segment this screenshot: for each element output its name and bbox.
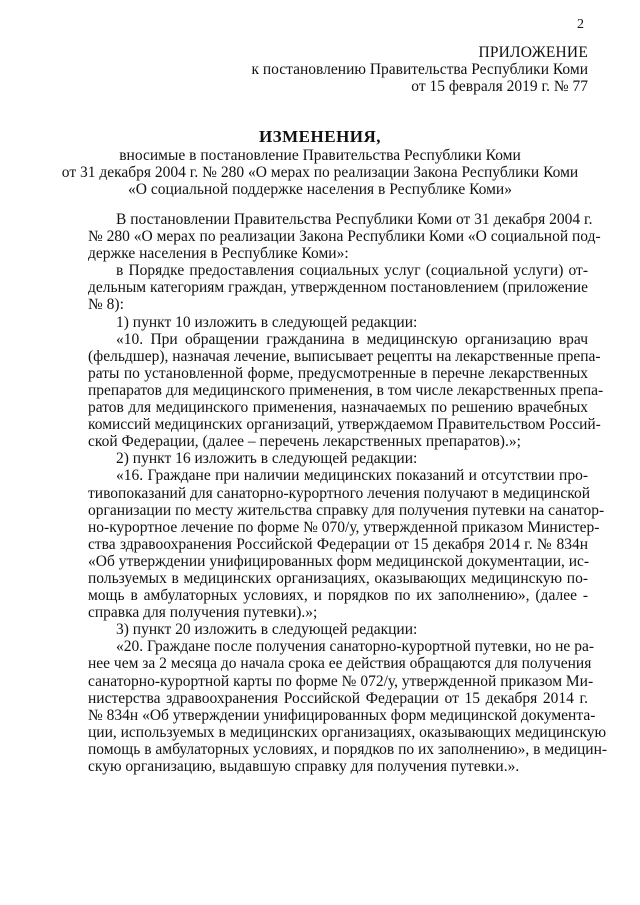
body-line: «10. При обращении гражданина в медицинскую организацию врач bbox=[116, 330, 588, 348]
body-line: ской Федерации, (далее – перечень лекарственных препаратов).»; bbox=[88, 433, 521, 451]
document-heading bbox=[60, 127, 580, 198]
body-line: ратов для медицинского применения, назначаемых по решению врачебных bbox=[88, 399, 588, 417]
body-line: № 280 «О мерах по реализации Закона Республики Коми «О социальной под- bbox=[88, 228, 601, 246]
body-line: № 834н «Об утверждении унифицированных форм медицинской документа- bbox=[88, 706, 596, 724]
document-title: ИЗМЕНЕНИЯ, bbox=[258, 127, 382, 146]
body-line: 3) пункт 20 изложить в следующей редакции: bbox=[116, 621, 418, 639]
body-line: «20. Граждане после получения санаторно-курортной путевки, но не ра- bbox=[116, 638, 594, 656]
body-line: 2) пункт 16 изложить в следующей редакции: bbox=[116, 450, 418, 468]
body-line: скую организацию, выдавшую справку для получения путевки.». bbox=[88, 758, 520, 775]
body-line: «Об утверждении унифицированных форм медицинской документации, ис- bbox=[88, 552, 590, 570]
body-line: в Порядке предоставления социальных услуг (социальной услуги) от- bbox=[116, 262, 588, 280]
body-line: помощь в амбулаторных условиях, и порядков по их заполнению», в медицин- bbox=[88, 740, 608, 758]
body-line: № 8): bbox=[88, 296, 124, 314]
body-line: организации по месту жительства справку для получения путевки на санатор- bbox=[88, 501, 605, 519]
body-line: раты по установленной форме, предусмотренные в перечне лекарственных bbox=[88, 364, 588, 382]
document-body bbox=[88, 211, 608, 775]
body-line: ства здравоохранения Российской Федерации от 15 декабря 2014 г. № 834н bbox=[88, 535, 588, 553]
heading-line: от 31 декабря 2004 г. № 280 «О мерах по реализации Закона Республики Коми bbox=[61, 164, 579, 181]
appendix-line: от 15 февраля 2019 г. № 77 bbox=[411, 78, 588, 95]
appendix-block bbox=[251, 44, 588, 95]
body-line: ции, используемых в медицинских организациях, оказывающих медицинскую bbox=[88, 723, 607, 741]
body-line: тивопоказаний для санаторно-курортного лечения получают в медицинской bbox=[88, 484, 591, 502]
body-line: но-курортное лечение по форме № 070/у, утвержденной приказом Министер- bbox=[88, 518, 600, 536]
body-line: нее чем за 2 месяца до начала срока ее действия обращаются для получения bbox=[88, 655, 592, 673]
body-line: 1) пункт 10 изложить в следующей редакции: bbox=[116, 313, 418, 331]
body-line: пользуемых в медицинских организациях, оказывающих медицинскую по- bbox=[88, 569, 588, 587]
body-line: нистерства здравоохранения Российской Федерации от 15 декабря 2014 г. bbox=[88, 689, 588, 707]
body-line: В постановлении Правительства Республики Коми от 31 декабря 2004 г. bbox=[116, 211, 593, 228]
body-line: (фельдшер), назначая лечение, выписывает рецепты на лекарственные препа- bbox=[88, 347, 601, 365]
page-number: 2 bbox=[577, 17, 584, 32]
body-line: держке населения в Республике Коми»: bbox=[88, 245, 349, 263]
heading-line: «О социальной поддержке населения в Республике Коми» bbox=[128, 181, 512, 198]
body-line: санаторно-курортной карты по форме № 072/у, утвержденной приказом Ми- bbox=[88, 672, 594, 690]
appendix-title: ПРИЛОЖЕНИЕ bbox=[478, 44, 588, 61]
body-line: дельным категориям граждан, утвержденном постановлением (приложение bbox=[88, 279, 588, 297]
heading-line: вносимые в постановление Правительства Республики Коми bbox=[119, 147, 521, 164]
appendix-line: к постановлению Правительства Республики Коми bbox=[251, 61, 588, 78]
body-line: «16. Граждане при наличии медицинских показаний и отсутствии про- bbox=[116, 467, 588, 485]
body-line: мощь в амбулаторных условиях, и порядков по их заполнению», (далее - bbox=[88, 587, 588, 605]
body-line: препаратов для медицинского применения, в том числе лекарственных препа- bbox=[88, 381, 604, 399]
body-line: справка для получения путевки).»; bbox=[88, 604, 318, 622]
body-line: комиссий медицинских организаций, утверждаемом Правительством Россий- bbox=[88, 416, 601, 434]
